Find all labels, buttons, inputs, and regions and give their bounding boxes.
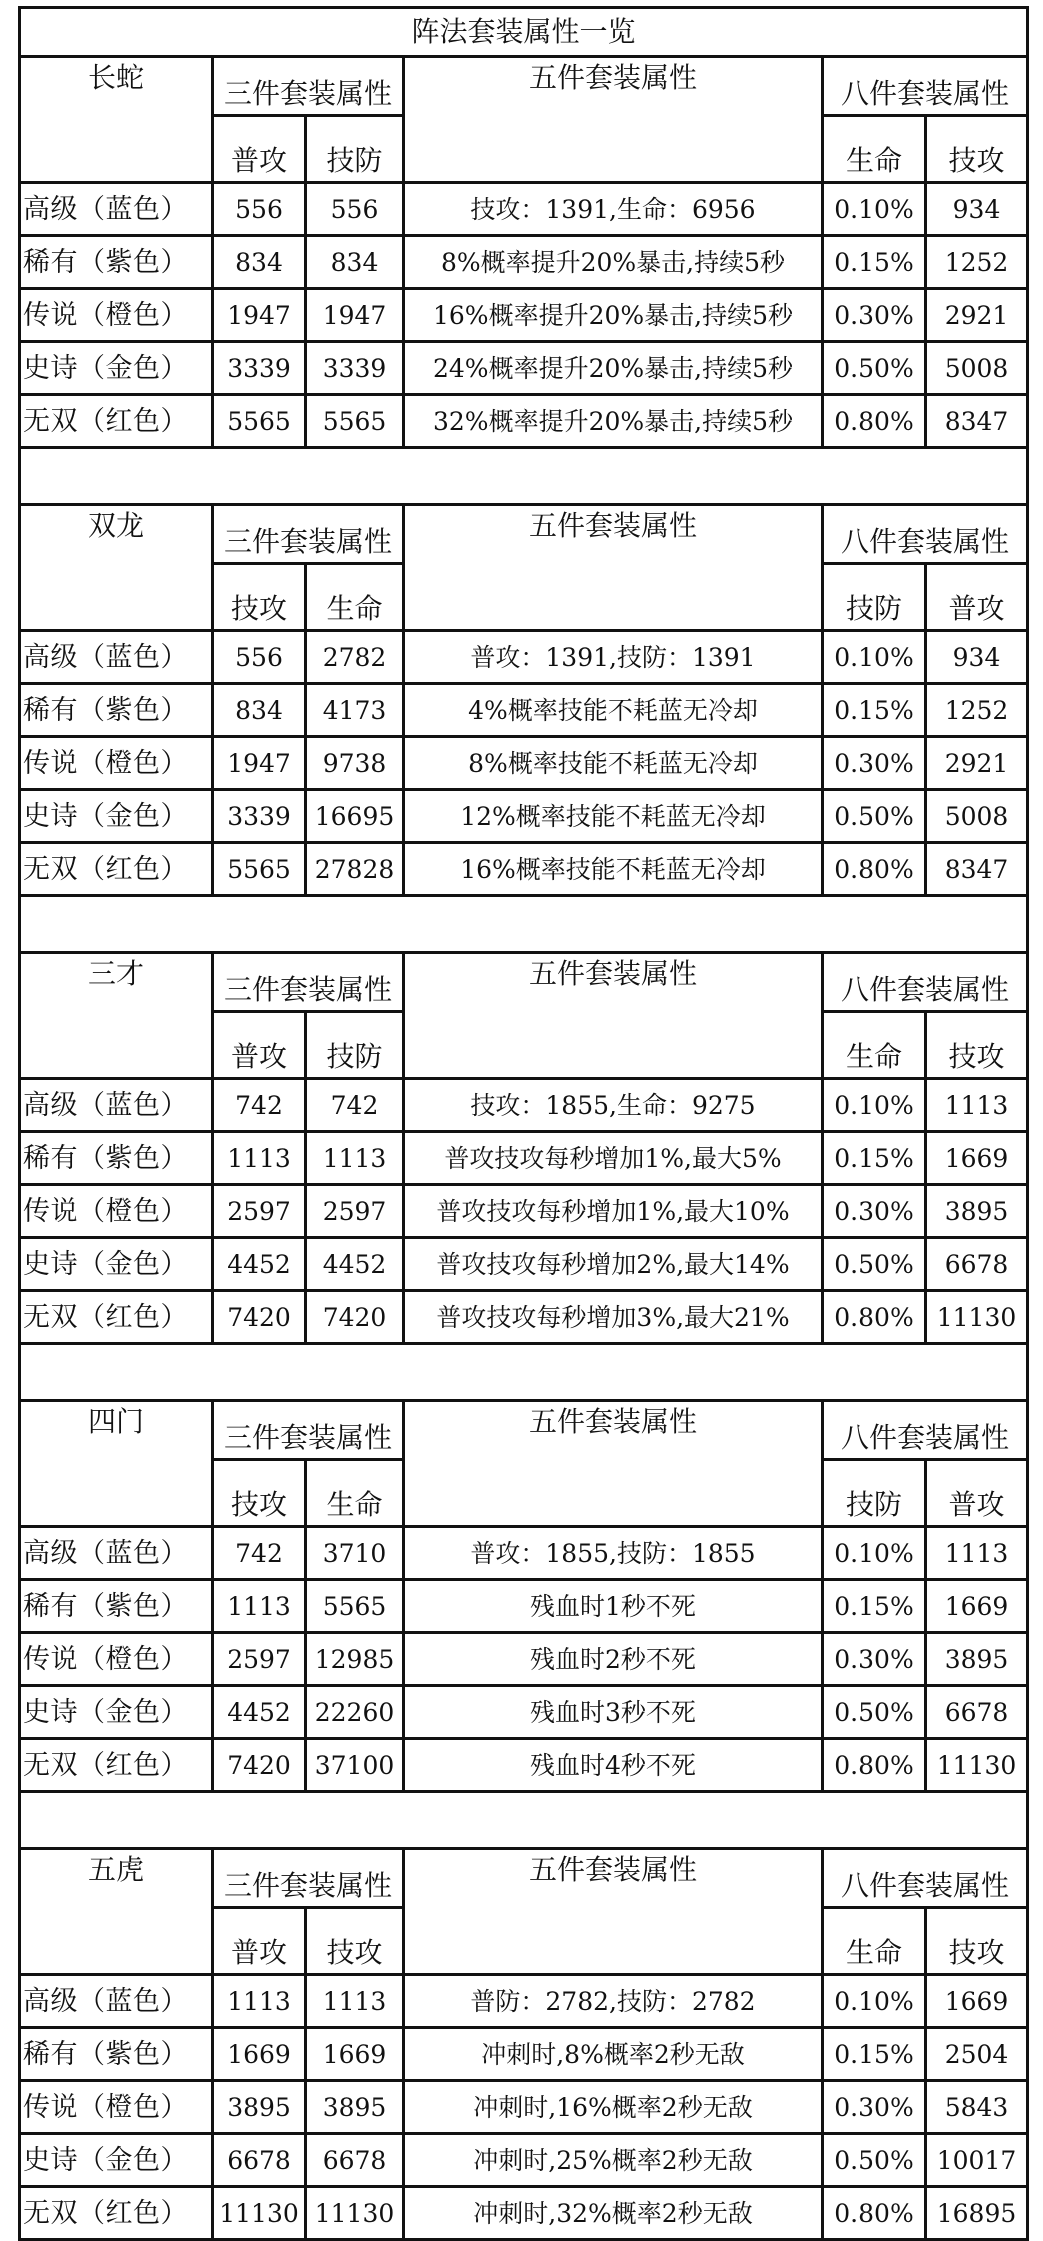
- spacer-cell: [20, 1344, 1028, 1401]
- five-piece-bonus: 冲刺时,32%概率2秒无敌: [404, 2187, 823, 2240]
- grade-cell: 史诗（金色）: [20, 2134, 213, 2187]
- formation-set-attributes-sheet: [18, 6, 1026, 2241]
- five-piece-bonus: 普攻技攻每秒增加1%,最大5%: [404, 1132, 823, 1185]
- five-piece-bonus: 普攻：1855,技防：1855: [404, 1527, 823, 1580]
- spacer-cell: [20, 896, 1028, 953]
- eight-stat-a-value: 0.10%: [823, 631, 926, 684]
- five-piece-bonus: 残血时2秒不死: [404, 1633, 823, 1686]
- grade-cell: 传说（橙色）: [20, 1185, 213, 1238]
- three-stat-b-value: 11130: [306, 2187, 404, 2240]
- grade-cell: 稀有（紫色）: [20, 236, 213, 289]
- eight-stat-a: 生命: [823, 1012, 926, 1079]
- grade-cell: 史诗（金色）: [20, 1238, 213, 1291]
- eight-stat-b-value: 10017: [926, 2134, 1028, 2187]
- three-stat-b-value: 27828: [306, 843, 404, 896]
- set-name: 五虎: [20, 1849, 213, 1975]
- eight-stat-b-value: 8347: [926, 843, 1028, 896]
- eight-stat-a: 生命: [823, 116, 926, 183]
- three-stat-a: 普攻: [213, 116, 306, 183]
- set-header-row: [20, 953, 1028, 1012]
- table-row: [20, 1132, 1028, 1185]
- table-row: [20, 1185, 1028, 1238]
- grade-cell: 高级（蓝色）: [20, 631, 213, 684]
- three-stat-a-value: 1669: [213, 2028, 306, 2081]
- eight-stat-a: 技防: [823, 1460, 926, 1527]
- three-stat-b-value: 4452: [306, 1238, 404, 1291]
- three-stat-b-value: 1947: [306, 289, 404, 342]
- eight-stat-b-value: 6678: [926, 1686, 1028, 1739]
- three-stat-b-value: 37100: [306, 1739, 404, 1792]
- three-stat-b-value: 742: [306, 1079, 404, 1132]
- three-stat-b-value: 3710: [306, 1527, 404, 1580]
- eight-piece-header: 八件套装属性: [823, 1849, 1028, 1908]
- three-stat-a-value: 3339: [213, 342, 306, 395]
- table-row: [20, 1238, 1028, 1291]
- eight-stat-a-value: 0.80%: [823, 1291, 926, 1344]
- table-row: [20, 2134, 1028, 2187]
- three-stat-b: 技防: [306, 1012, 404, 1079]
- grade-cell: 传说（橙色）: [20, 1633, 213, 1686]
- three-stat-a-value: 834: [213, 236, 306, 289]
- three-stat-b: 生命: [306, 564, 404, 631]
- eight-stat-b-value: 11130: [926, 1291, 1028, 1344]
- three-piece-header: 三件套装属性: [213, 505, 404, 564]
- five-piece-bonus: 24%概率提升20%暴击,持续5秒: [404, 342, 823, 395]
- eight-stat-a-value: 0.50%: [823, 1686, 926, 1739]
- three-stat-a-value: 11130: [213, 2187, 306, 2240]
- table-row: [20, 843, 1028, 896]
- eight-stat-a-value: 0.30%: [823, 2081, 926, 2134]
- eight-stat-b-value: 5843: [926, 2081, 1028, 2134]
- eight-stat-a-value: 0.80%: [823, 843, 926, 896]
- five-piece-header: 五件套装属性: [404, 953, 823, 1079]
- eight-stat-b: 技攻: [926, 1908, 1028, 1975]
- sheet-title: 阵法套装属性一览: [20, 8, 1028, 57]
- grade-cell: 传说（橙色）: [20, 737, 213, 790]
- table-row: [20, 1975, 1028, 2028]
- eight-stat-a-value: 0.15%: [823, 684, 926, 737]
- set-header-row: [20, 1401, 1028, 1460]
- eight-stat-b-value: 1113: [926, 1527, 1028, 1580]
- three-stat-b-value: 2782: [306, 631, 404, 684]
- three-stat-a-value: 556: [213, 631, 306, 684]
- three-stat-b-value: 7420: [306, 1291, 404, 1344]
- eight-stat-a-value: 0.50%: [823, 790, 926, 843]
- eight-stat-a-value: 0.10%: [823, 183, 926, 236]
- grade-cell: 传说（橙色）: [20, 2081, 213, 2134]
- five-piece-bonus: 普攻技攻每秒增加2%,最大14%: [404, 1238, 823, 1291]
- eight-stat-a-value: 0.10%: [823, 1079, 926, 1132]
- eight-stat-a-value: 0.80%: [823, 2187, 926, 2240]
- three-stat-a-value: 4452: [213, 1686, 306, 1739]
- five-piece-bonus: 冲刺时,8%概率2秒无敌: [404, 2028, 823, 2081]
- five-piece-bonus: 残血时1秒不死: [404, 1580, 823, 1633]
- eight-stat-b-value: 2504: [926, 2028, 1028, 2081]
- three-stat-a-value: 6678: [213, 2134, 306, 2187]
- three-stat-b: 生命: [306, 1460, 404, 1527]
- three-stat-b-value: 12985: [306, 1633, 404, 1686]
- eight-stat-a-value: 0.10%: [823, 1527, 926, 1580]
- three-stat-a-value: 2597: [213, 1185, 306, 1238]
- section-spacer: [20, 896, 1028, 953]
- section-spacer: [20, 1344, 1028, 1401]
- three-stat-a-value: 556: [213, 183, 306, 236]
- table-row: [20, 236, 1028, 289]
- three-stat-a: 普攻: [213, 1012, 306, 1079]
- eight-piece-header: 八件套装属性: [823, 953, 1028, 1012]
- section-spacer: [20, 1792, 1028, 1849]
- grade-cell: 传说（橙色）: [20, 289, 213, 342]
- grade-cell: 无双（红色）: [20, 1291, 213, 1344]
- eight-stat-b-value: 5008: [926, 790, 1028, 843]
- three-stat-b-value: 9738: [306, 737, 404, 790]
- spacer-cell: [20, 448, 1028, 505]
- grade-cell: 无双（红色）: [20, 843, 213, 896]
- table-row: [20, 1527, 1028, 1580]
- eight-stat-b: 技攻: [926, 1012, 1028, 1079]
- eight-stat-b-value: 3895: [926, 1185, 1028, 1238]
- table-row: [20, 1079, 1028, 1132]
- five-piece-bonus: 32%概率提升20%暴击,持续5秒: [404, 395, 823, 448]
- three-piece-header: 三件套装属性: [213, 1849, 404, 1908]
- grade-cell: 稀有（紫色）: [20, 2028, 213, 2081]
- spacer-cell: [20, 1792, 1028, 1849]
- eight-stat-b-value: 16895: [926, 2187, 1028, 2240]
- three-stat-b-value: 6678: [306, 2134, 404, 2187]
- eight-stat-b-value: 3895: [926, 1633, 1028, 1686]
- eight-stat-b-value: 1669: [926, 1580, 1028, 1633]
- eight-stat-b: 普攻: [926, 1460, 1028, 1527]
- table-row: [20, 2187, 1028, 2240]
- eight-stat-b-value: 1669: [926, 1132, 1028, 1185]
- three-stat-b-value: 1669: [306, 2028, 404, 2081]
- table-body: [20, 8, 1028, 2240]
- table-row: [20, 395, 1028, 448]
- three-stat-b-value: 5565: [306, 395, 404, 448]
- eight-stat-a-value: 0.80%: [823, 395, 926, 448]
- three-stat-a-value: 3895: [213, 2081, 306, 2134]
- five-piece-bonus: 16%概率技能不耗蓝无冷却: [404, 843, 823, 896]
- table-row: [20, 289, 1028, 342]
- five-piece-header: 五件套装属性: [404, 57, 823, 183]
- eight-stat-b-value: 6678: [926, 1238, 1028, 1291]
- set-name: 长蛇: [20, 57, 213, 183]
- three-stat-a: 技攻: [213, 564, 306, 631]
- three-stat-a: 普攻: [213, 1908, 306, 1975]
- table-row: [20, 2081, 1028, 2134]
- eight-stat-a-value: 0.30%: [823, 1633, 926, 1686]
- five-piece-bonus: 16%概率提升20%暴击,持续5秒: [404, 289, 823, 342]
- three-stat-b: 技防: [306, 116, 404, 183]
- three-piece-header: 三件套装属性: [213, 1401, 404, 1460]
- eight-stat-b-value: 8347: [926, 395, 1028, 448]
- eight-stat-a-value: 0.15%: [823, 1580, 926, 1633]
- three-stat-b-value: 3895: [306, 2081, 404, 2134]
- title-row: [20, 8, 1028, 57]
- five-piece-bonus: 普防：2782,技防：2782: [404, 1975, 823, 2028]
- set-name: 双龙: [20, 505, 213, 631]
- grade-cell: 高级（蓝色）: [20, 183, 213, 236]
- table-row: [20, 1291, 1028, 1344]
- five-piece-bonus: 冲刺时,16%概率2秒无敌: [404, 2081, 823, 2134]
- eight-stat-b-value: 934: [926, 631, 1028, 684]
- eight-stat-b-value: 5008: [926, 342, 1028, 395]
- eight-piece-header: 八件套装属性: [823, 57, 1028, 116]
- three-stat-b-value: 3339: [306, 342, 404, 395]
- three-stat-a-value: 1113: [213, 1975, 306, 2028]
- three-stat-b-value: 834: [306, 236, 404, 289]
- three-stat-b-value: 2597: [306, 1185, 404, 1238]
- grade-cell: 稀有（紫色）: [20, 1580, 213, 1633]
- three-stat-a-value: 1947: [213, 289, 306, 342]
- five-piece-bonus: 普攻技攻每秒增加3%,最大21%: [404, 1291, 823, 1344]
- eight-stat-a-value: 0.15%: [823, 1132, 926, 1185]
- table-row: [20, 1739, 1028, 1792]
- eight-piece-header: 八件套装属性: [823, 1401, 1028, 1460]
- eight-stat-b-value: 2921: [926, 289, 1028, 342]
- table-row: [20, 1580, 1028, 1633]
- eight-stat-b: 技攻: [926, 116, 1028, 183]
- eight-stat-a-value: 0.15%: [823, 2028, 926, 2081]
- eight-stat-a-value: 0.10%: [823, 1975, 926, 2028]
- three-stat-b: 技攻: [306, 1908, 404, 1975]
- eight-stat-b-value: 1252: [926, 236, 1028, 289]
- table-row: [20, 790, 1028, 843]
- three-stat-a-value: 834: [213, 684, 306, 737]
- three-stat-a-value: 7420: [213, 1739, 306, 1792]
- grade-cell: 高级（蓝色）: [20, 1975, 213, 2028]
- eight-stat-a-value: 0.50%: [823, 342, 926, 395]
- eight-stat-a-value: 0.80%: [823, 1739, 926, 1792]
- set-header-row: [20, 57, 1028, 116]
- three-piece-header: 三件套装属性: [213, 57, 404, 116]
- five-piece-bonus: 普攻：1391,技防：1391: [404, 631, 823, 684]
- three-stat-b-value: 22260: [306, 1686, 404, 1739]
- grade-cell: 史诗（金色）: [20, 790, 213, 843]
- five-piece-bonus: 普攻技攻每秒增加1%,最大10%: [404, 1185, 823, 1238]
- set-name: 三才: [20, 953, 213, 1079]
- table-row: [20, 1686, 1028, 1739]
- grade-cell: 无双（红色）: [20, 1739, 213, 1792]
- table-row: [20, 631, 1028, 684]
- eight-stat-a-value: 0.30%: [823, 1185, 926, 1238]
- table-row: [20, 2028, 1028, 2081]
- three-stat-a-value: 7420: [213, 1291, 306, 1344]
- grade-cell: 无双（红色）: [20, 395, 213, 448]
- grade-cell: 史诗（金色）: [20, 1686, 213, 1739]
- three-stat-a-value: 5565: [213, 395, 306, 448]
- grade-cell: 高级（蓝色）: [20, 1527, 213, 1580]
- grade-cell: 稀有（紫色）: [20, 1132, 213, 1185]
- five-piece-bonus: 残血时3秒不死: [404, 1686, 823, 1739]
- eight-piece-header: 八件套装属性: [823, 505, 1028, 564]
- set-name: 四门: [20, 1401, 213, 1527]
- table-row: [20, 183, 1028, 236]
- grade-cell: 高级（蓝色）: [20, 1079, 213, 1132]
- grade-cell: 稀有（紫色）: [20, 684, 213, 737]
- three-stat-a: 技攻: [213, 1460, 306, 1527]
- three-stat-a-value: 1113: [213, 1580, 306, 1633]
- five-piece-bonus: 4%概率技能不耗蓝无冷却: [404, 684, 823, 737]
- eight-stat-b-value: 11130: [926, 1739, 1028, 1792]
- five-piece-header: 五件套装属性: [404, 505, 823, 631]
- three-stat-b-value: 1113: [306, 1975, 404, 2028]
- eight-stat-b-value: 1252: [926, 684, 1028, 737]
- table-row: [20, 1633, 1028, 1686]
- five-piece-bonus: 8%概率提升20%暴击,持续5秒: [404, 236, 823, 289]
- set-header-row: [20, 505, 1028, 564]
- five-piece-bonus: 冲刺时,25%概率2秒无敌: [404, 2134, 823, 2187]
- formation-table: [18, 6, 1029, 2241]
- three-stat-a-value: 1113: [213, 1132, 306, 1185]
- three-stat-a-value: 742: [213, 1079, 306, 1132]
- five-piece-bonus: 8%概率技能不耗蓝无冷却: [404, 737, 823, 790]
- five-piece-bonus: 残血时4秒不死: [404, 1739, 823, 1792]
- section-spacer: [20, 448, 1028, 505]
- eight-stat-b-value: 1669: [926, 1975, 1028, 2028]
- three-stat-b-value: 556: [306, 183, 404, 236]
- eight-stat-a-value: 0.30%: [823, 737, 926, 790]
- grade-cell: 史诗（金色）: [20, 342, 213, 395]
- three-stat-b-value: 1113: [306, 1132, 404, 1185]
- three-piece-header: 三件套装属性: [213, 953, 404, 1012]
- five-piece-header: 五件套装属性: [404, 1849, 823, 1975]
- three-stat-b-value: 5565: [306, 1580, 404, 1633]
- three-stat-a-value: 4452: [213, 1238, 306, 1291]
- five-piece-bonus: 技攻：1391,生命：6956: [404, 183, 823, 236]
- eight-stat-b-value: 2921: [926, 737, 1028, 790]
- eight-stat-a-value: 0.50%: [823, 1238, 926, 1291]
- eight-stat-b: 普攻: [926, 564, 1028, 631]
- three-stat-a-value: 742: [213, 1527, 306, 1580]
- table-row: [20, 737, 1028, 790]
- eight-stat-a-value: 0.50%: [823, 2134, 926, 2187]
- three-stat-b-value: 16695: [306, 790, 404, 843]
- set-header-row: [20, 1849, 1028, 1908]
- five-piece-header: 五件套装属性: [404, 1401, 823, 1527]
- three-stat-a-value: 5565: [213, 843, 306, 896]
- three-stat-a-value: 1947: [213, 737, 306, 790]
- table-row: [20, 342, 1028, 395]
- eight-stat-b-value: 934: [926, 183, 1028, 236]
- grade-cell: 无双（红色）: [20, 2187, 213, 2240]
- table-row: [20, 684, 1028, 737]
- eight-stat-a: 生命: [823, 1908, 926, 1975]
- three-stat-b-value: 4173: [306, 684, 404, 737]
- five-piece-bonus: 12%概率技能不耗蓝无冷却: [404, 790, 823, 843]
- three-stat-a-value: 2597: [213, 1633, 306, 1686]
- five-piece-bonus: 技攻：1855,生命：9275: [404, 1079, 823, 1132]
- eight-stat-a-value: 0.30%: [823, 289, 926, 342]
- eight-stat-a-value: 0.15%: [823, 236, 926, 289]
- three-stat-a-value: 3339: [213, 790, 306, 843]
- eight-stat-b-value: 1113: [926, 1079, 1028, 1132]
- eight-stat-a: 技防: [823, 564, 926, 631]
